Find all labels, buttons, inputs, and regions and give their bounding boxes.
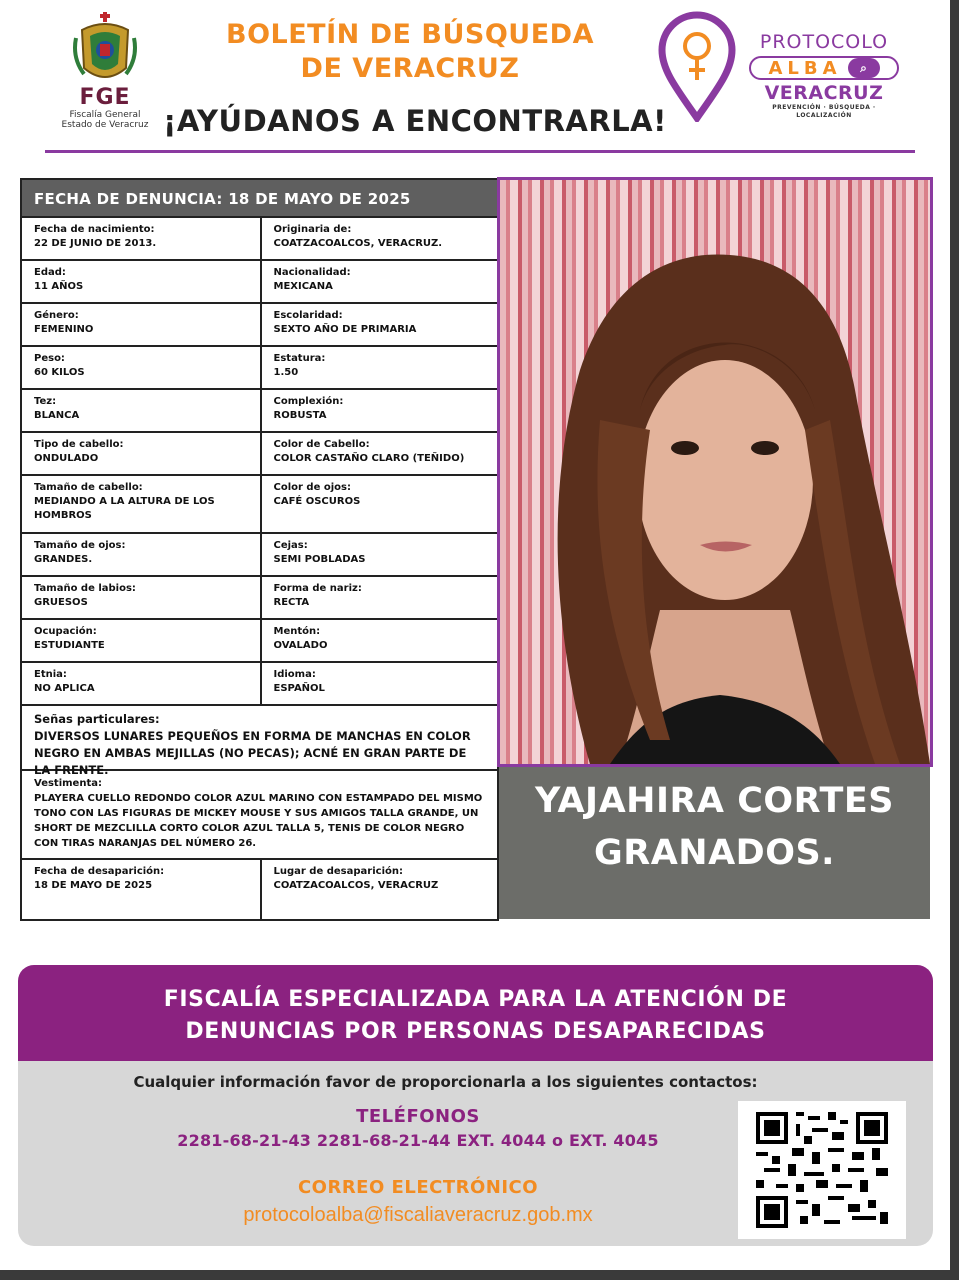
table-cell: [260, 860, 498, 919]
cell-label: Edad:: [34, 267, 66, 278]
cell-value: CAFÉ OSCUROS: [273, 496, 361, 507]
cell-value: MEXICANA: [273, 281, 333, 292]
cell-value: 1.50: [273, 367, 299, 378]
location-pin-female-icon: [656, 10, 738, 122]
fiscalia-line-2: DENUNCIAS POR PERSONAS DESAPARECIDAS: [185, 1019, 766, 1044]
fiscalia-line-1: FISCALÍA ESPECIALIZADA PARA LA ATENCIÓN DE: [163, 987, 788, 1012]
distinguishing-marks: [22, 704, 497, 777]
table-row: [22, 216, 497, 259]
table-cell: [22, 534, 260, 575]
cell-value: ESPAÑOL: [273, 683, 325, 694]
table-cell: [260, 663, 498, 704]
cell-value: 60 KILOS: [34, 367, 85, 378]
cell-value: GRANDES.: [34, 554, 93, 565]
cell-label: Color de Cabello:: [273, 439, 370, 450]
table-cell: [260, 218, 498, 259]
person-portrait-illustration: [500, 180, 930, 764]
cell-value: COATZACOALCOS, VERACRUZ.: [273, 238, 443, 249]
table-cell: [260, 620, 498, 661]
name-line-1: YAJAHIRA CORTES: [534, 781, 895, 821]
cell-label: Originaria de:: [273, 224, 352, 235]
clothing-label: Vestimenta:: [34, 778, 102, 789]
bottom-frame-border: [0, 1270, 959, 1280]
slogan-text: PREVENCIÓN · BÚSQUEDA · LOCALIZACIÓN: [772, 104, 876, 119]
name-line-2: GRANADOS.: [594, 833, 835, 873]
cell-label: Escolaridad:: [273, 310, 343, 321]
table-row: [22, 618, 497, 661]
cell-label: Fecha de nacimiento:: [34, 224, 155, 235]
cell-value: ONDULADO: [34, 453, 99, 464]
cell-label: Nacionalidad:: [273, 267, 351, 278]
cell-value: 18 DE MAYO DE 2025: [34, 880, 153, 891]
cell-label: Lugar de desaparición:: [273, 866, 403, 877]
personal-data-table: [20, 178, 499, 921]
cell-value: OVALADO: [273, 640, 328, 651]
table-row: [22, 259, 497, 302]
cell-label: Etnia:: [34, 669, 67, 680]
alba-text: ALBA: [768, 57, 842, 79]
email-heading: CORREO ELECTRÓNICO: [297, 1177, 539, 1198]
right-frame-border: [950, 0, 959, 1280]
help-us-heading: ¡AYÚDANOS A ENCONTRARLA!: [163, 104, 667, 138]
cell-value: ESTUDIANTE: [34, 640, 105, 651]
cell-value: 11 AÑOS: [34, 281, 84, 292]
cell-value: NO APLICA: [34, 683, 95, 694]
fge-subtitle-1: Fiscalía General: [69, 110, 141, 120]
header-divider: [45, 150, 915, 153]
protocolo-text: PROTOCOLO: [759, 31, 889, 53]
table-cell: [260, 476, 498, 532]
table-cell: [260, 534, 498, 575]
cell-value: COLOR CASTAÑO CLARO (TEÑIDO): [273, 453, 465, 464]
table-cell: [22, 261, 260, 302]
clothing-description: [22, 769, 497, 858]
cell-value: GRUESOS: [34, 597, 88, 608]
report-date-header: FECHA DE DENUNCIA: 18 DE MAYO DE 2025: [22, 180, 497, 216]
cell-label: Ocupación:: [34, 626, 97, 637]
cell-label: Tez:: [34, 396, 57, 407]
table-cell: [260, 390, 498, 431]
fge-logo: [50, 86, 160, 130]
table-row: [22, 532, 497, 575]
bulletin-title-line2: DE VERACRUZ: [300, 53, 520, 84]
contact-panel: [18, 1061, 933, 1246]
fiscalia-banner: [18, 965, 933, 1061]
veracruz-text: VERACRUZ: [764, 82, 884, 104]
cell-label: Idioma:: [273, 669, 316, 680]
table-row: [22, 302, 497, 345]
bulletin-title: [180, 18, 640, 86]
cell-value: COATZACOALCOS, VERACRUZ: [273, 880, 439, 891]
cell-label: Estatura:: [273, 353, 326, 364]
clothing-value: PLAYERA CUELLO REDONDO COLOR AZUL MARINO CON ESTAMPADO DEL MISMO TONO CON LAS FIGURAS DE MICKEY MOUSE Y SUS AMIGOS TALLA GRANDE, UN SHORT DE MEZCLILLA CORTO COLOR AZUL TALLA 5, TENIS DE COLOR NEGRO CON TIRAS NARANJAS DEL NÚMERO 26.: [34, 793, 483, 849]
qr-code[interactable]: [738, 1101, 906, 1239]
cell-label: Fecha de desaparición:: [34, 866, 165, 877]
table-cell: [260, 347, 498, 388]
veracruz-seal-icon: [70, 8, 140, 88]
table-cell: [22, 218, 260, 259]
table-row: [22, 431, 497, 474]
table-cell: [22, 860, 260, 919]
cell-label: Color de ojos:: [273, 482, 351, 493]
distinguishing-marks-value: DIVERSOS LUNARES PEQUEÑOS EN FORMA DE MANCHAS EN COLOR NEGRO EN AMBAS MEJILLAS (NO PECAS); ACNÉ EN GRAN PARTE DE LA FRENTE.: [34, 729, 471, 777]
email-address[interactable]: protocoloalba@fiscaliaveracruz.gob.mx: [243, 1204, 593, 1226]
table-cell: [22, 476, 260, 532]
magnifier-icon: ⌕: [848, 58, 880, 78]
cell-label: Tamaño de cabello:: [34, 482, 143, 493]
cell-label: Forma de nariz:: [273, 583, 362, 594]
table-row: [22, 661, 497, 704]
table-row: [22, 345, 497, 388]
table-cell: [22, 304, 260, 345]
alba-badge: [749, 56, 899, 80]
cell-value: MEDIANDO A LA ALTURA DE LOS HOMBROS: [34, 496, 215, 521]
missing-person-photo: [497, 177, 933, 767]
table-cell: [22, 433, 260, 474]
table-cell: [260, 577, 498, 618]
cell-value: SEMI POBLADAS: [273, 554, 366, 565]
protocolo-alba-logo: [744, 30, 904, 120]
table-row: [22, 474, 497, 532]
phone-numbers[interactable]: 2281-68-21-43 2281-68-21-44 EXT. 4044 o EXT. 4045: [177, 1131, 659, 1150]
table-cell: [22, 663, 260, 704]
cell-label: Mentón:: [273, 626, 321, 637]
cell-value: SEXTO AÑO DE PRIMARIA: [273, 324, 417, 335]
table-cell: [260, 433, 498, 474]
table-cell: [22, 577, 260, 618]
cell-label: Género:: [34, 310, 79, 321]
cell-value: RECTA: [273, 597, 310, 608]
distinguishing-marks-label: Señas particulares:: [34, 712, 160, 726]
table-row: [22, 388, 497, 431]
table-row: [22, 858, 497, 919]
missing-person-name: [499, 767, 930, 919]
cell-value: BLANCA: [34, 410, 80, 421]
qr-code-icon: [756, 1111, 888, 1229]
table-cell: [260, 261, 498, 302]
cell-label: Tamaño de labios:: [34, 583, 136, 594]
table-cell: [22, 390, 260, 431]
table-cell: [22, 620, 260, 661]
contact-intro: Cualquier información favor de proporcionarla a los siguientes contactos:: [133, 1073, 758, 1091]
cell-label: Cejas:: [273, 540, 308, 551]
cell-value: ROBUSTA: [273, 410, 327, 421]
fge-title: FGE: [79, 85, 131, 110]
table-row: [22, 575, 497, 618]
cell-value: FEMENINO: [34, 324, 94, 335]
table-cell: [260, 304, 498, 345]
cell-label: Peso:: [34, 353, 65, 364]
cell-label: Tamaño de ojos:: [34, 540, 126, 551]
phones-heading: TELÉFONOS: [356, 1106, 480, 1127]
cell-label: Tipo de cabello:: [34, 439, 124, 450]
cell-label: Complexión:: [273, 396, 344, 407]
bulletin-title-line1: BOLETÍN DE BÚSQUEDA: [226, 19, 594, 50]
fge-subtitle-2: Estado de Veracruz: [61, 120, 149, 130]
cell-value: 22 DE JUNIO DE 2013.: [34, 238, 157, 249]
table-cell: [22, 347, 260, 388]
